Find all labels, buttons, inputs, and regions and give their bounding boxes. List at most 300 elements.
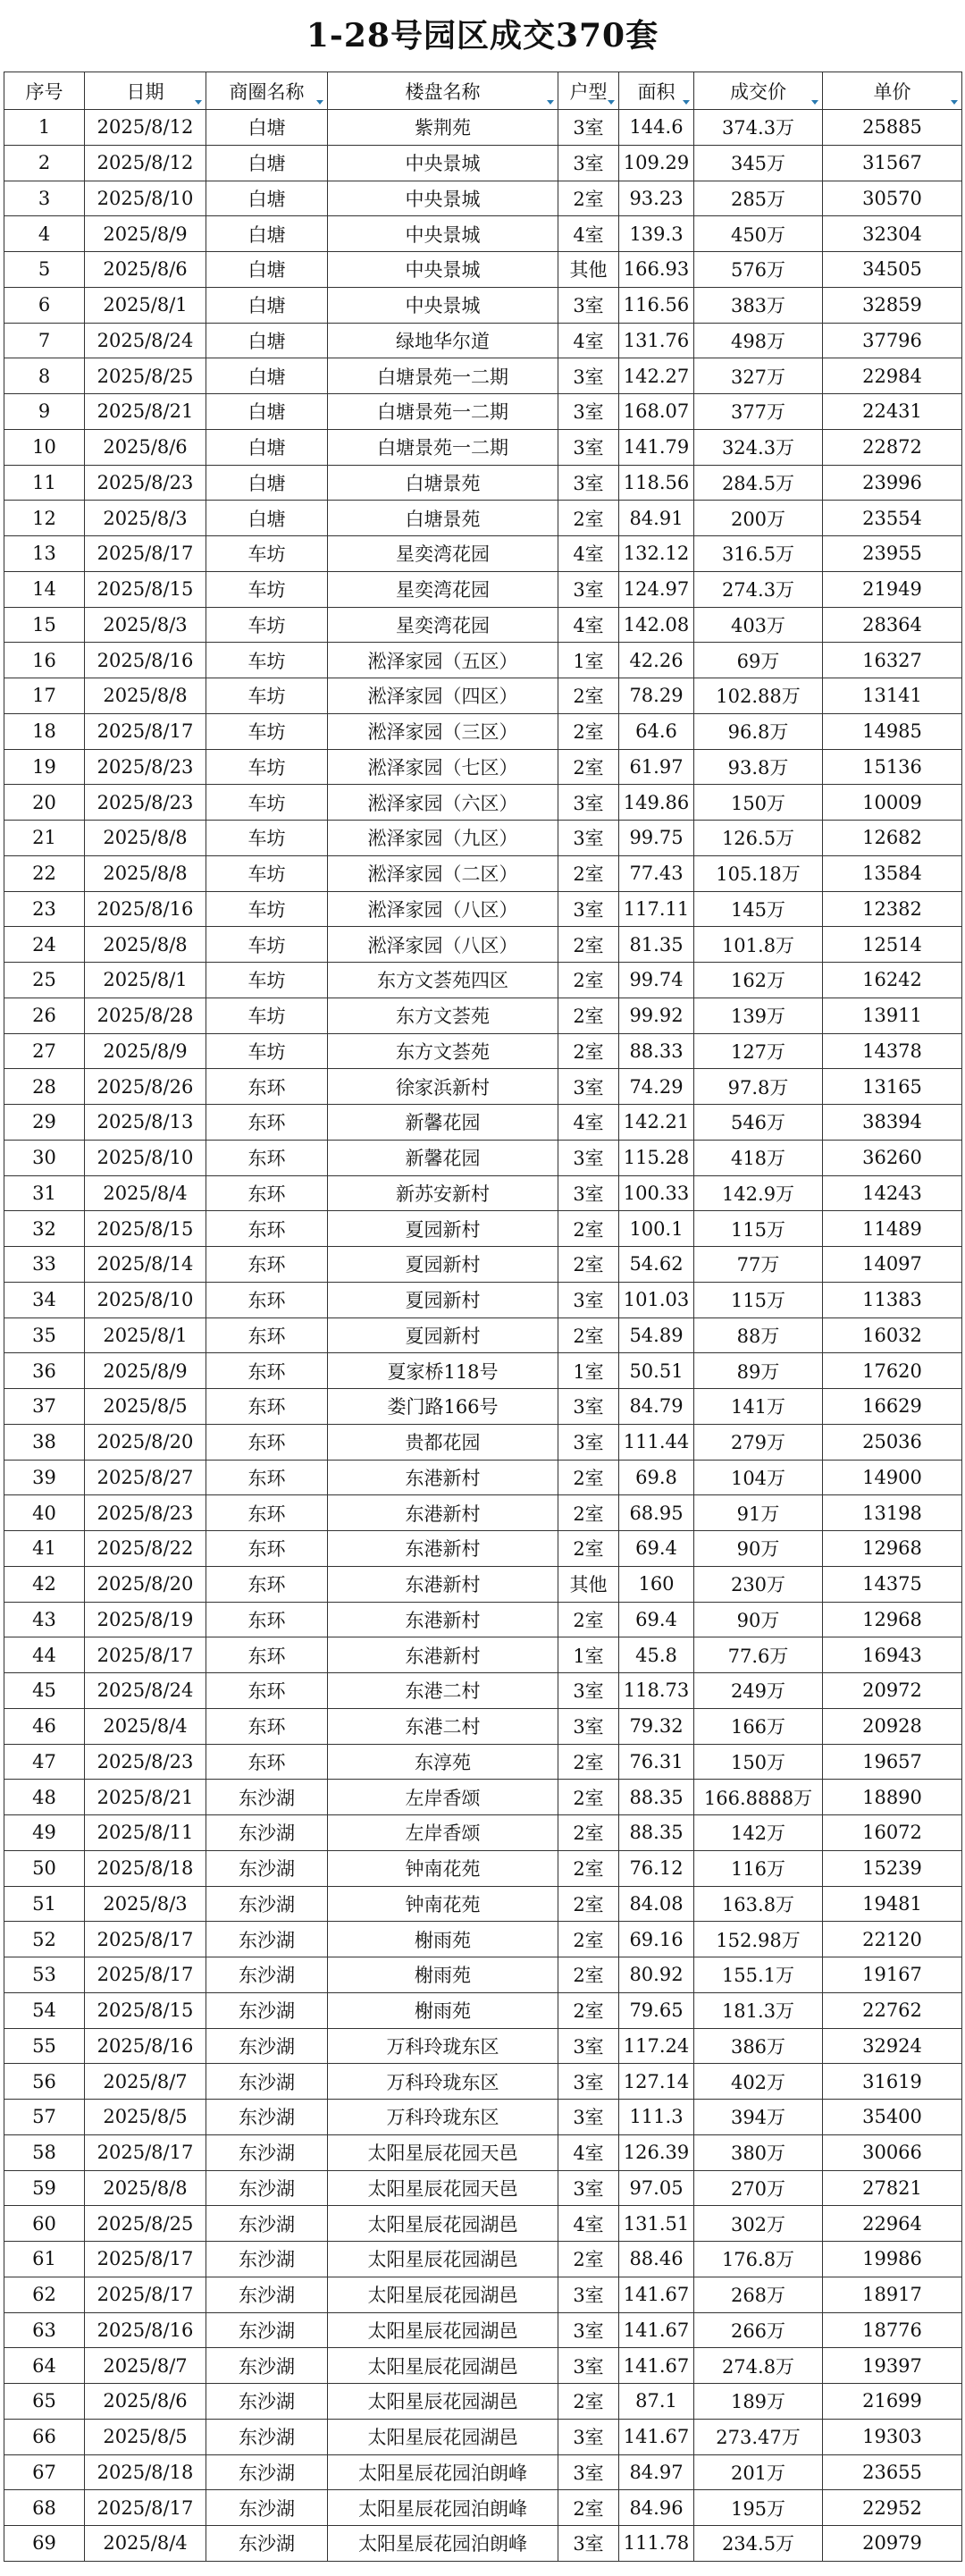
cell-index: 13 <box>4 536 85 572</box>
cell-price: 324.3万 <box>694 429 823 465</box>
cell-layout: 2室 <box>558 855 619 891</box>
cell-unit-price: 31619 <box>823 2064 962 2100</box>
cell-index: 50 <box>4 1850 85 1886</box>
cell-date: 2025/8/1 <box>85 287 206 323</box>
cell-price: 105.18万 <box>694 855 823 891</box>
cell-price: 270万 <box>694 2170 823 2206</box>
cell-estate: 太阳星辰花园湖邑 <box>328 2277 558 2312</box>
cell-layout: 3室 <box>558 1673 619 1709</box>
cell-district: 车坊 <box>206 927 328 963</box>
cell-date: 2025/8/5 <box>85 1389 206 1425</box>
cell-unit-price: 22872 <box>823 429 962 465</box>
cell-price: 386万 <box>694 2028 823 2064</box>
cell-date: 2025/8/17 <box>85 2242 206 2277</box>
cell-date: 2025/8/12 <box>85 110 206 146</box>
cell-district: 东沙湖 <box>206 2277 328 2312</box>
cell-date: 2025/8/3 <box>85 607 206 643</box>
cell-unit-price: 35400 <box>823 2100 962 2135</box>
cell-price: 142.9万 <box>694 1175 823 1211</box>
cell-layout: 3室 <box>558 1175 619 1211</box>
cell-estate: 万科玲珑东区 <box>328 2100 558 2135</box>
cell-index: 28 <box>4 1069 85 1105</box>
cell-layout: 2室 <box>558 998 619 1033</box>
table-row <box>4 2454 962 2490</box>
cell-date: 2025/8/6 <box>85 252 206 288</box>
cell-estate: 太阳星辰花园泊朗峰 <box>328 2454 558 2490</box>
table-row <box>4 1886 962 1922</box>
cell-price: 374.3万 <box>694 110 823 146</box>
cell-district: 东沙湖 <box>206 2454 328 2490</box>
cell-layout: 2室 <box>558 927 619 963</box>
cell-index: 42 <box>4 1566 85 1602</box>
col-header-label: 面积 <box>637 80 676 103</box>
cell-unit-price: 25885 <box>823 110 962 146</box>
cell-unit-price: 23955 <box>823 536 962 572</box>
cell-date: 2025/8/18 <box>85 2454 206 2490</box>
table-body <box>4 110 962 2562</box>
table-row <box>4 1850 962 1886</box>
table-row <box>4 821 962 856</box>
cell-date: 2025/8/24 <box>85 323 206 358</box>
cell-district: 车坊 <box>206 571 328 607</box>
cell-date: 2025/8/20 <box>85 1566 206 1602</box>
table-row <box>4 1069 962 1105</box>
cell-index: 12 <box>4 501 85 536</box>
col-header-index <box>4 72 85 110</box>
cell-area: 84.79 <box>619 1389 694 1425</box>
table-row <box>4 145 962 181</box>
cell-estate: 白塘景苑一二期 <box>328 429 558 465</box>
cell-date: 2025/8/3 <box>85 1886 206 1922</box>
cell-unit-price: 22120 <box>823 1922 962 1957</box>
cell-estate: 白塘景苑一二期 <box>328 394 558 430</box>
cell-price: 141万 <box>694 1389 823 1425</box>
cell-area: 144.6 <box>619 110 694 146</box>
cell-price: 77万 <box>694 1247 823 1283</box>
cell-area: 127.14 <box>619 2064 694 2100</box>
cell-district: 车坊 <box>206 785 328 821</box>
cell-index: 2 <box>4 145 85 181</box>
cell-estate: 新馨花园 <box>328 1105 558 1141</box>
cell-price: 155.1万 <box>694 1957 823 1993</box>
table-row <box>4 2277 962 2312</box>
cell-layout: 2室 <box>558 1886 619 1922</box>
cell-area: 78.29 <box>619 678 694 714</box>
cell-estate: 钟南花苑 <box>328 1850 558 1886</box>
cell-area: 97.05 <box>619 2170 694 2206</box>
cell-index: 33 <box>4 1247 85 1283</box>
cell-unit-price: 16629 <box>823 1389 962 1425</box>
cell-unit-price: 37796 <box>823 323 962 358</box>
table-row <box>4 1708 962 1744</box>
table-row <box>4 216 962 252</box>
cell-price: 96.8万 <box>694 713 823 749</box>
cell-index: 21 <box>4 821 85 856</box>
cell-estate: 中央景城 <box>328 145 558 181</box>
cell-index: 39 <box>4 1460 85 1495</box>
table-row <box>4 963 962 998</box>
cell-date: 2025/8/3 <box>85 501 206 536</box>
cell-price: 176.8万 <box>694 2242 823 2277</box>
cell-estate: 东方文荟苑 <box>328 998 558 1033</box>
cell-layout: 2室 <box>558 2242 619 2277</box>
cell-area: 126.39 <box>619 2134 694 2170</box>
cell-index: 43 <box>4 1602 85 1637</box>
cell-unit-price: 14378 <box>823 1033 962 1069</box>
cell-unit-price: 11489 <box>823 1211 962 1247</box>
cell-unit-price: 12382 <box>823 891 962 927</box>
cell-estate: 东淳苑 <box>328 1744 558 1780</box>
table-row <box>4 643 962 678</box>
cell-index: 5 <box>4 252 85 288</box>
cell-date: 2025/8/5 <box>85 2100 206 2135</box>
cell-unit-price: 14375 <box>823 1566 962 1602</box>
cell-layout: 2室 <box>558 1992 619 2028</box>
table-row <box>4 1033 962 1069</box>
cell-estate: 太阳星辰花园湖邑 <box>328 2206 558 2242</box>
cell-unit-price: 27821 <box>823 2170 962 2206</box>
cell-estate: 东港二村 <box>328 1673 558 1709</box>
cell-price: 93.8万 <box>694 749 823 785</box>
cell-area: 111.78 <box>619 2526 694 2562</box>
table-row <box>4 287 962 323</box>
table-row <box>4 1389 962 1425</box>
cell-unit-price: 15239 <box>823 1850 962 1886</box>
cell-index: 48 <box>4 1780 85 1815</box>
table-row <box>4 1566 962 1602</box>
cell-area: 87.1 <box>619 2384 694 2420</box>
cell-area: 80.92 <box>619 1957 694 1993</box>
cell-index: 36 <box>4 1353 85 1389</box>
cell-area: 141.67 <box>619 2419 694 2454</box>
cell-layout: 2室 <box>558 1780 619 1815</box>
cell-index: 61 <box>4 2242 85 2277</box>
cell-date: 2025/8/9 <box>85 216 206 252</box>
cell-area: 139.3 <box>619 216 694 252</box>
cell-index: 7 <box>4 323 85 358</box>
cell-estate: 新苏安新村 <box>328 1175 558 1211</box>
cell-estate: 紫荆苑 <box>328 110 558 146</box>
cell-estate: 淞泽家园（二区） <box>328 855 558 891</box>
cell-date: 2025/8/1 <box>85 1317 206 1353</box>
cell-area: 149.86 <box>619 785 694 821</box>
cell-layout: 3室 <box>558 1389 619 1425</box>
cell-price: 576万 <box>694 252 823 288</box>
cell-unit-price: 14900 <box>823 1460 962 1495</box>
filter-dropdown-icon[interactable] <box>315 97 324 106</box>
cell-area: 68.95 <box>619 1495 694 1531</box>
cell-price: 150万 <box>694 785 823 821</box>
cell-area: 124.97 <box>619 571 694 607</box>
cell-date: 2025/8/21 <box>85 1780 206 1815</box>
cell-price: 162万 <box>694 963 823 998</box>
cell-date: 2025/8/11 <box>85 1815 206 1851</box>
cell-index: 65 <box>4 2384 85 2420</box>
cell-price: 97.8万 <box>694 1069 823 1105</box>
table-row <box>4 1673 962 1709</box>
col-header-label: 户型 <box>569 80 608 103</box>
cell-layout: 2室 <box>558 1531 619 1567</box>
cell-index: 67 <box>4 2454 85 2490</box>
cell-district: 白塘 <box>206 358 328 394</box>
cell-estate: 钟南花苑 <box>328 1886 558 1922</box>
cell-estate: 东港新村 <box>328 1531 558 1567</box>
cell-index: 22 <box>4 855 85 891</box>
cell-unit-price: 13911 <box>823 998 962 1033</box>
table-row <box>4 2134 962 2170</box>
cell-index: 29 <box>4 1105 85 1141</box>
cell-area: 131.76 <box>619 323 694 358</box>
cell-date: 2025/8/10 <box>85 1282 206 1317</box>
cell-date: 2025/8/17 <box>85 1637 206 1673</box>
cell-layout: 3室 <box>558 1282 619 1317</box>
table-row <box>4 1424 962 1460</box>
cell-date: 2025/8/17 <box>85 1922 206 1957</box>
cell-estate: 白塘景苑 <box>328 465 558 501</box>
cell-estate: 娄门路166号 <box>328 1389 558 1425</box>
cell-area: 141.67 <box>619 2348 694 2384</box>
cell-layout: 4室 <box>558 1105 619 1141</box>
cell-estate: 左岸香颂 <box>328 1780 558 1815</box>
cell-index: 45 <box>4 1673 85 1709</box>
cell-area: 84.96 <box>619 2490 694 2526</box>
cell-area: 42.26 <box>619 643 694 678</box>
cell-area: 142.08 <box>619 607 694 643</box>
cell-date: 2025/8/26 <box>85 1069 206 1105</box>
cell-price: 380万 <box>694 2134 823 2170</box>
table-row <box>4 1744 962 1780</box>
cell-area: 88.46 <box>619 2242 694 2277</box>
cell-estate: 淞泽家园（八区） <box>328 891 558 927</box>
cell-unit-price: 19303 <box>823 2419 962 2454</box>
cell-date: 2025/8/16 <box>85 2028 206 2064</box>
cell-district: 车坊 <box>206 678 328 714</box>
cell-layout: 3室 <box>558 2419 619 2454</box>
cell-index: 32 <box>4 1211 85 1247</box>
cell-unit-price: 22762 <box>823 1992 962 2028</box>
cell-area: 64.6 <box>619 713 694 749</box>
table-row <box>4 465 962 501</box>
table-row <box>4 1211 962 1247</box>
cell-unit-price: 14097 <box>823 1247 962 1283</box>
cell-district: 东沙湖 <box>206 2170 328 2206</box>
cell-estate: 绿地华尔道 <box>328 323 558 358</box>
cell-unit-price: 19657 <box>823 1744 962 1780</box>
cell-district: 东环 <box>206 1673 328 1709</box>
cell-estate: 榭雨苑 <box>328 1922 558 1957</box>
cell-district: 白塘 <box>206 394 328 430</box>
cell-unit-price: 11383 <box>823 1282 962 1317</box>
cell-estate: 太阳星辰花园湖邑 <box>328 2312 558 2348</box>
cell-layout: 3室 <box>558 1069 619 1105</box>
table-row <box>4 252 962 288</box>
cell-unit-price: 20972 <box>823 1673 962 1709</box>
header-row <box>4 72 962 110</box>
cell-estate: 新馨花园 <box>328 1140 558 1175</box>
cell-district: 东沙湖 <box>206 2028 328 2064</box>
cell-layout: 2室 <box>558 501 619 536</box>
cell-district: 东环 <box>206 1460 328 1495</box>
cell-index: 11 <box>4 465 85 501</box>
filter-dropdown-icon[interactable] <box>546 97 555 106</box>
cell-estate: 夏园新村 <box>328 1317 558 1353</box>
cell-index: 52 <box>4 1922 85 1957</box>
cell-layout: 2室 <box>558 2490 619 2526</box>
col-header-area <box>619 72 694 110</box>
table-row <box>4 110 962 146</box>
cell-price: 90万 <box>694 1531 823 1567</box>
col-header-date <box>85 72 206 110</box>
cell-district: 白塘 <box>206 287 328 323</box>
cell-date: 2025/8/24 <box>85 1673 206 1709</box>
cell-unit-price: 19481 <box>823 1886 962 1922</box>
cell-layout: 3室 <box>558 821 619 856</box>
cell-price: 104万 <box>694 1460 823 1495</box>
cell-area: 132.12 <box>619 536 694 572</box>
cell-layout: 2室 <box>558 1957 619 1993</box>
cell-unit-price: 12968 <box>823 1602 962 1637</box>
table-row <box>4 1780 962 1815</box>
table-row <box>4 2170 962 2206</box>
cell-date: 2025/8/17 <box>85 2134 206 2170</box>
cell-index: 19 <box>4 749 85 785</box>
cell-estate: 夏园新村 <box>328 1211 558 1247</box>
cell-price: 163.8万 <box>694 1886 823 1922</box>
cell-index: 16 <box>4 643 85 678</box>
table-row <box>4 1353 962 1389</box>
cell-district: 车坊 <box>206 855 328 891</box>
cell-layout: 3室 <box>558 429 619 465</box>
cell-index: 49 <box>4 1815 85 1851</box>
cell-date: 2025/8/9 <box>85 1353 206 1389</box>
cell-index: 54 <box>4 1992 85 2028</box>
col-header-label: 商圈名称 <box>229 80 305 103</box>
cell-price: 498万 <box>694 323 823 358</box>
cell-unit-price: 16072 <box>823 1815 962 1851</box>
cell-area: 61.97 <box>619 749 694 785</box>
cell-index: 60 <box>4 2206 85 2242</box>
cell-district: 白塘 <box>206 323 328 358</box>
cell-price: 142万 <box>694 1815 823 1851</box>
cell-layout: 3室 <box>558 2348 619 2384</box>
cell-price: 394万 <box>694 2100 823 2135</box>
cell-layout: 3室 <box>558 394 619 430</box>
cell-layout: 3室 <box>558 2170 619 2206</box>
cell-district: 东沙湖 <box>206 2206 328 2242</box>
cell-price: 69万 <box>694 643 823 678</box>
table-row <box>4 607 962 643</box>
cell-estate: 淞泽家园（八区） <box>328 927 558 963</box>
cell-price: 450万 <box>694 216 823 252</box>
table-row <box>4 855 962 891</box>
cell-layout: 4室 <box>558 2134 619 2170</box>
cell-area: 79.32 <box>619 1708 694 1744</box>
table-row <box>4 1105 962 1141</box>
cell-date: 2025/8/6 <box>85 429 206 465</box>
cell-layout: 2室 <box>558 1495 619 1531</box>
cell-district: 东沙湖 <box>206 2100 328 2135</box>
cell-estate: 中央景城 <box>328 181 558 216</box>
filter-dropdown-icon[interactable] <box>810 97 819 106</box>
cell-district: 东环 <box>206 1175 328 1211</box>
cell-date: 2025/8/17 <box>85 713 206 749</box>
cell-estate: 太阳星辰花园湖邑 <box>328 2384 558 2420</box>
cell-date: 2025/8/20 <box>85 1424 206 1460</box>
cell-area: 74.29 <box>619 1069 694 1105</box>
filter-dropdown-icon[interactable] <box>194 97 203 106</box>
cell-estate: 星奕湾花园 <box>328 607 558 643</box>
cell-date: 2025/8/23 <box>85 749 206 785</box>
cell-layout: 2室 <box>558 1602 619 1637</box>
cell-unit-price: 15136 <box>823 749 962 785</box>
col-header-label: 序号 <box>25 80 63 103</box>
cell-district: 车坊 <box>206 891 328 927</box>
cell-district: 白塘 <box>206 501 328 536</box>
cell-index: 10 <box>4 429 85 465</box>
cell-index: 20 <box>4 785 85 821</box>
cell-area: 131.51 <box>619 2206 694 2242</box>
table-row <box>4 1992 962 2028</box>
cell-layout: 2室 <box>558 1850 619 1886</box>
cell-area: 100.1 <box>619 1211 694 1247</box>
cell-estate: 左岸香颂 <box>328 1815 558 1851</box>
cell-layout: 3室 <box>558 2028 619 2064</box>
cell-area: 118.73 <box>619 1673 694 1709</box>
cell-price: 234.5万 <box>694 2526 823 2562</box>
cell-layout: 3室 <box>558 1424 619 1460</box>
cell-unit-price: 14243 <box>823 1175 962 1211</box>
cell-unit-price: 22431 <box>823 394 962 430</box>
cell-date: 2025/8/10 <box>85 181 206 216</box>
cell-layout: 3室 <box>558 2100 619 2135</box>
cell-estate: 太阳星辰花园天邑 <box>328 2170 558 2206</box>
cell-district: 东沙湖 <box>206 1815 328 1851</box>
table-row <box>4 1247 962 1283</box>
cell-date: 2025/8/7 <box>85 2348 206 2384</box>
col-header-label: 成交价 <box>730 80 786 103</box>
cell-estate: 太阳星辰花园湖邑 <box>328 2242 558 2277</box>
cell-area: 54.62 <box>619 1247 694 1283</box>
col-header-label: 日期 <box>126 80 164 103</box>
cell-price: 402万 <box>694 2064 823 2100</box>
cell-estate: 淞泽家园（九区） <box>328 821 558 856</box>
filter-dropdown-icon[interactable] <box>607 97 616 106</box>
cell-estate: 东方文荟苑四区 <box>328 963 558 998</box>
cell-date: 2025/8/21 <box>85 394 206 430</box>
cell-index: 9 <box>4 394 85 430</box>
cell-unit-price: 30570 <box>823 181 962 216</box>
cell-price: 115万 <box>694 1282 823 1317</box>
table-row <box>4 749 962 785</box>
cell-layout: 3室 <box>558 2454 619 2490</box>
cell-price: 101.8万 <box>694 927 823 963</box>
cell-price: 403万 <box>694 607 823 643</box>
cell-district: 东沙湖 <box>206 2312 328 2348</box>
col-header-district <box>206 72 328 110</box>
cell-price: 116万 <box>694 1850 823 1886</box>
cell-layout: 2室 <box>558 1317 619 1353</box>
cell-date: 2025/8/4 <box>85 1708 206 1744</box>
cell-district: 东沙湖 <box>206 1922 328 1957</box>
cell-unit-price: 23655 <box>823 2454 962 2490</box>
filter-dropdown-icon[interactable] <box>682 97 691 106</box>
cell-layout: 2室 <box>558 749 619 785</box>
cell-price: 345万 <box>694 145 823 181</box>
cell-unit-price: 18890 <box>823 1780 962 1815</box>
cell-district: 东环 <box>206 1317 328 1353</box>
filter-dropdown-icon[interactable] <box>950 97 959 106</box>
cell-district: 车坊 <box>206 536 328 572</box>
